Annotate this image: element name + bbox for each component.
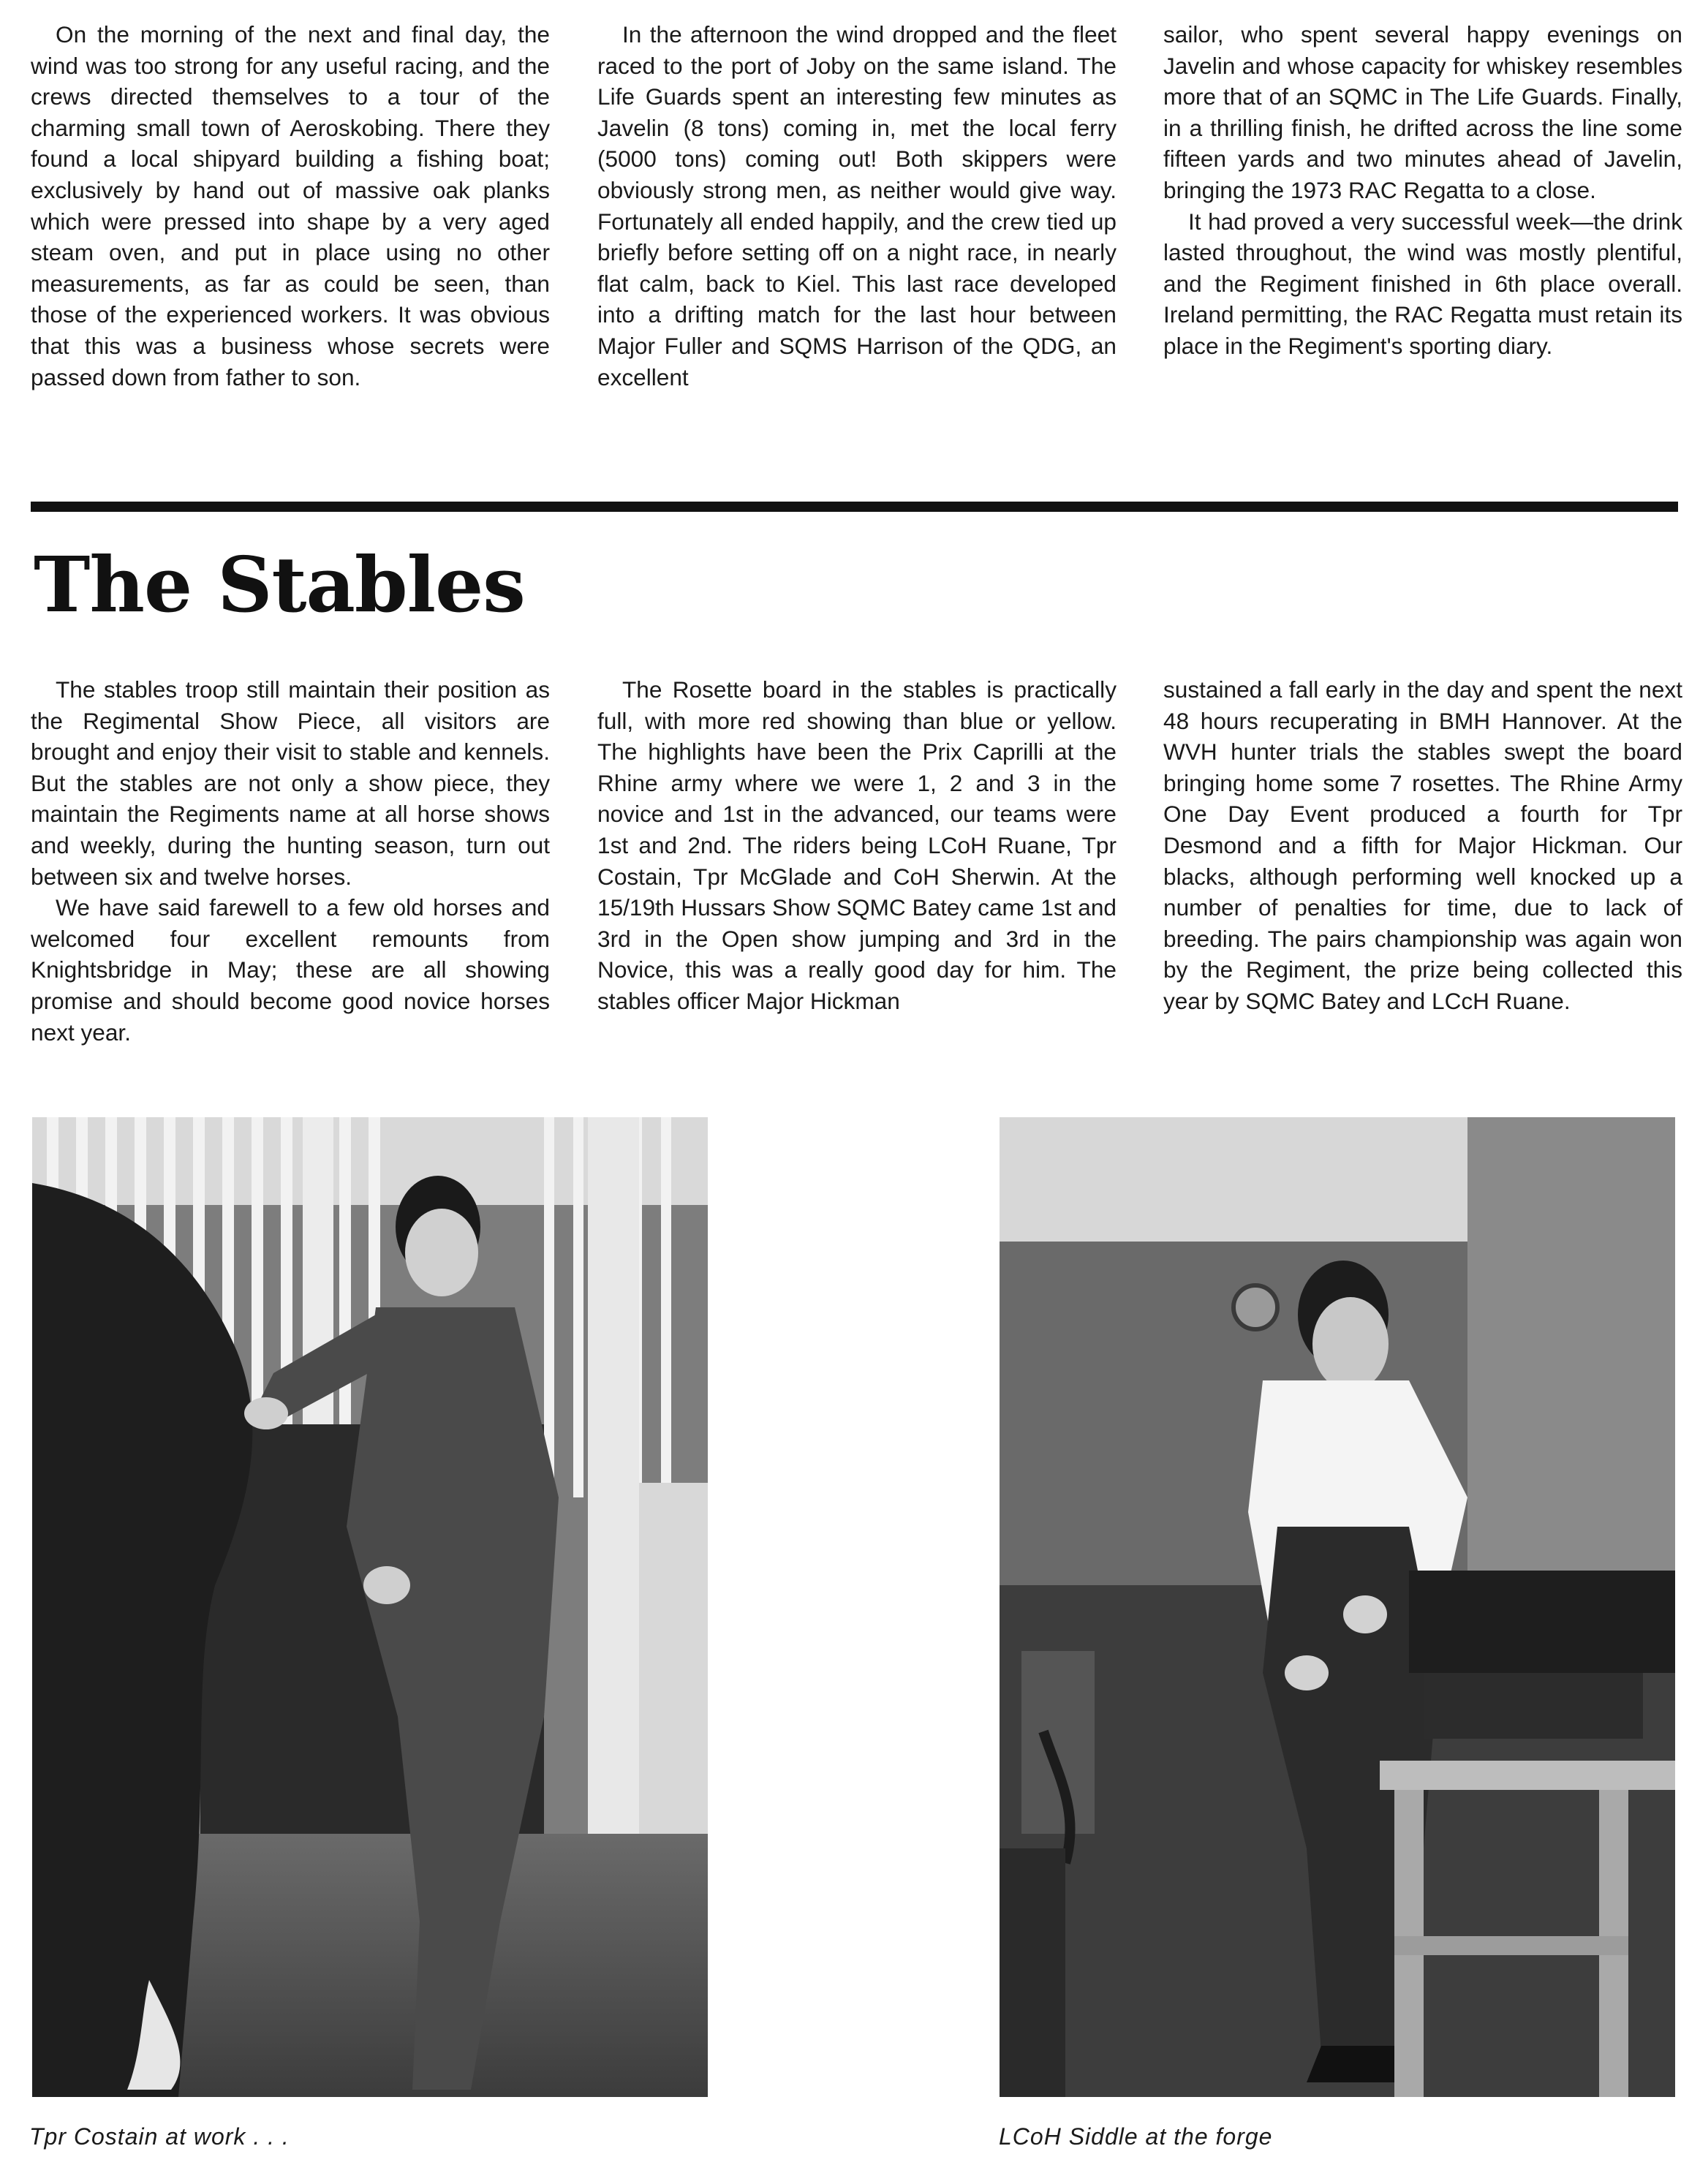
regatta-paragraph: On the morning of the next and final day, the wind was too strong for any useful racing, and the crews directed themselves to a tour of the charming small town of Aeroskobing. There they found a local shipyard building a fishing boat; exclusively by hand out of massive oak planks which were pressed into shape by a very aged steam oven, and put in place using no other measurements, as far as could be seen, than those of the experienced workers. It was obvious that this was a business whose secrets were passed down from father to son.	[31, 21, 550, 390]
photo-horse-grooming-illustration	[32, 1117, 708, 2097]
stables-column-3	[1163, 674, 1682, 1017]
stables-column-2	[597, 674, 1117, 1017]
photo-horse-grooming	[32, 1117, 708, 2097]
section-divider	[31, 502, 1678, 512]
photo-caption-right: LCoH Siddle at the forge	[999, 2123, 1273, 2150]
stables-paragraph: We have said farewell to a few old horses and welcomed four excellent remounts from Knightsbridge in May; these are all showing promise and should become good novice horses next year.	[31, 894, 550, 1046]
stables-paragraph: The stables troop still maintain their position as the Regimental Show Piece, all visitors are brought and enjoy their visit to stable and kennels. But the stables are not only a show piece, they maintain the Regiments name at all horse shows and weekly, during the hunting season, turn out between six and twelve horses.	[31, 676, 550, 890]
photo-forge-illustration	[1000, 1117, 1675, 2097]
regatta-paragraph: In the afternoon the wind dropped and the fleet raced to the port of Joby on the same island. The Life Guards spent an interesting few minutes as Javelin (8 tons) coming in, met the local ferry (5000 tons) coming out! Both skippers were obviously strong men, as neither would give way. Fortunately all ended happily, and the crew tied up briefly before setting off on a night race, in nearly flat calm, back to Kiel. This last race developed into a drifting match for the last hour between Major Fuller and SQMS Harrison of the QDG, an excellent	[597, 21, 1117, 390]
stables-paragraph: The Rosette board in the stables is practically full, with more red showing than blue or yellow. The highlights have been the Prix Caprilli at the Rhine army where we were 1, 2 and 3 in the novice and 1st in the advanced, our teams were 1st and 2nd. The riders being LCoH Ruane, Tpr Costain, Tpr McGlade and CoH Sherwin. At the 15/19th Hussars Show SQMC Batey came 1st and 3rd in the Open show jumping and 3rd in the Novice, this was a really good day for him. The stables officer Major Hickman	[597, 676, 1117, 1014]
regatta-column-1	[31, 19, 550, 393]
photo-caption-left: Tpr Costain at work . . .	[29, 2123, 290, 2150]
regatta-paragraph: sailor, who spent several happy evenings on Javelin and whose capacity for whiskey resembles more that of an SQMC in The Life Guards. Finally, in a thrilling finish, he drifted across the line some fifteen yards and two minutes ahead of Javelin, bringing the 1973 RAC Regatta to a close.	[1163, 21, 1682, 203]
regatta-column-3	[1163, 19, 1682, 362]
stables-column-1	[31, 674, 550, 1048]
section-heading: The Stables	[34, 540, 525, 630]
regatta-paragraph: It had proved a very successful week—the drink lasted throughout, the wind was mostly plentiful, and the Regiment finished in 6th place overall. Ireland permitting, the RAC Regatta must retain its place in the Regiment's sporting diary.	[1163, 208, 1682, 359]
photo-forge	[1000, 1117, 1675, 2097]
regatta-column-2	[597, 19, 1117, 393]
stables-paragraph: sustained a fall early in the day and spent the next 48 hours recuperating in BMH Hannover. At the WVH hunter trials the stables swept the board bringing home some 7 rosettes. The Rhine Army One Day Event produced a fourth for Tpr Desmond and a fifth for Major Hickman. Our blacks, although performing well knocked up a number of penalties for time, due to lack of breeding. The pairs championship was again won by the Regiment, the prize being collected this year by SQMC Batey and LCcH Ruane.	[1163, 676, 1682, 1014]
